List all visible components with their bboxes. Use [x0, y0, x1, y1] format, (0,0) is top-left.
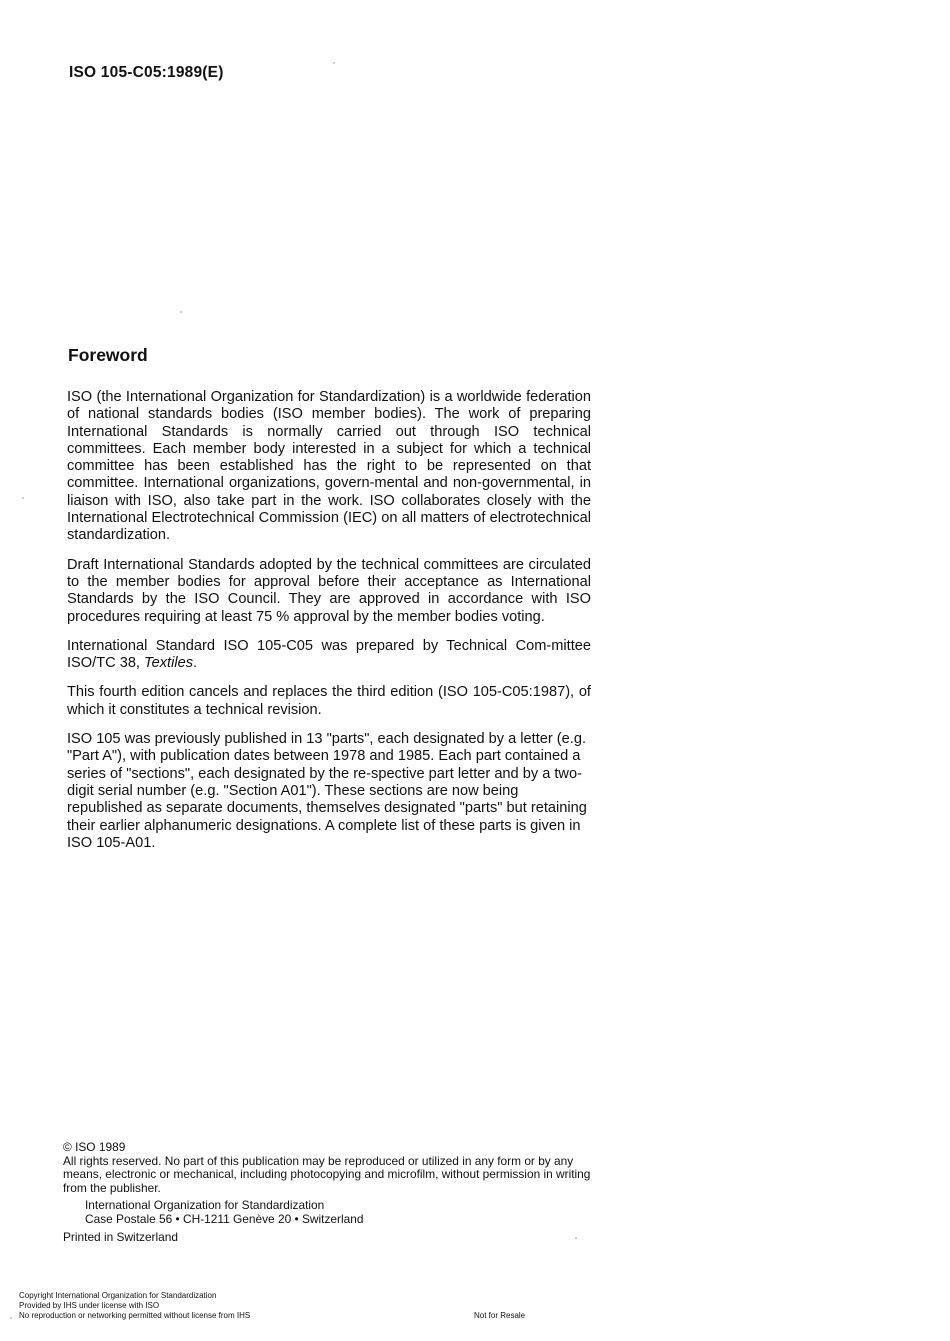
scan-speck	[22, 497, 24, 499]
scan-speck	[575, 1237, 577, 1239]
paragraph-iso105-history: ISO 105 was previously published in 13 "parts", each designated by a letter (e.g. "Part A"), with publication dates between 1978 and 1985. Each part contained a series of "sections", each designated by the re-spective part letter and by a two-digit serial number (e.g. "Section A01"). These sections are now being republished as separate documents, themselves designated "parts" but retaining their earlier alphanumeric designations. A complete list of these parts is given in ISO 105-A01.	[67, 731, 587, 851]
scan-speck	[333, 62, 335, 64]
tc-title-italic: Textiles	[144, 655, 193, 672]
rights-statement: All rights reserved. No part of this publication may be reproduced or utilized in any form or by any means, electronic or mechanical, including photocopying and microfilm, without permission in writing from the publisher.	[63, 1153, 591, 1195]
paragraph-iso-intro: ISO (the International Organization for Standardization) is a worldwide federation of national standards bodies (ISO member bodies). The work of preparing International Standards is normally carried out through ISO technical committees. Each member body interested in a subject for which a technical committee has been established has the right to be represented on that committee. International organizations, govern-mental and non-governmental, in liaison with ISO, also take part in the work. ISO collaborates closely with the International Electrotechnical Commission (IEC) on all matters of electrotechnical standardization.	[67, 389, 591, 544]
not-for-resale: Not for Resale	[474, 1311, 526, 1320]
footer-copyright-line: Copyright International Organization for Standardization	[19, 1291, 217, 1300]
foreword-body	[67, 389, 591, 852]
paragraph-technical-committee	[67, 638, 591, 673]
org-name: International Organization for Standardization	[85, 1198, 325, 1213]
paragraph-fourth-edition: This fourth edition cancels and replaces the third edition (ISO 105-C05:1987), of which it constitutes a technical revision.	[67, 684, 591, 718]
scan-speck	[180, 311, 182, 313]
copyright-year: © ISO 1989	[63, 1140, 126, 1154]
scan-speck	[10, 1317, 12, 1319]
footer-reproduction-line: No reproduction or networking permitted without license from IHS	[19, 1311, 251, 1320]
printed-in: Printed in Switzerland	[63, 1229, 178, 1244]
tc-suffix: .	[193, 655, 198, 672]
org-address: Case Postale 56 • CH-1211 Genève 20 • Switzerland	[85, 1211, 364, 1226]
foreword-heading: Foreword	[68, 345, 148, 365]
tc-text: International Standard ISO 105-C05 was prepared by Technical Com-mittee ISO/TC 38,	[67, 637, 591, 672]
license-footer	[19, 1291, 250, 1321]
paragraph-draft-standards: Draft International Standards adopted by the technical committees are circulated to the member bodies for approval before their acceptance as International Standards by the ISO Council. They are approved in accordance with ISO procedures requiring at least 75 % approval by the member bodies voting.	[67, 556, 591, 625]
document-identifier: ISO 105-C05:1989(E)	[69, 64, 224, 81]
footer-provided-line: Provided by IHS under license with ISO	[19, 1301, 160, 1310]
copyright-block	[63, 1141, 603, 1244]
